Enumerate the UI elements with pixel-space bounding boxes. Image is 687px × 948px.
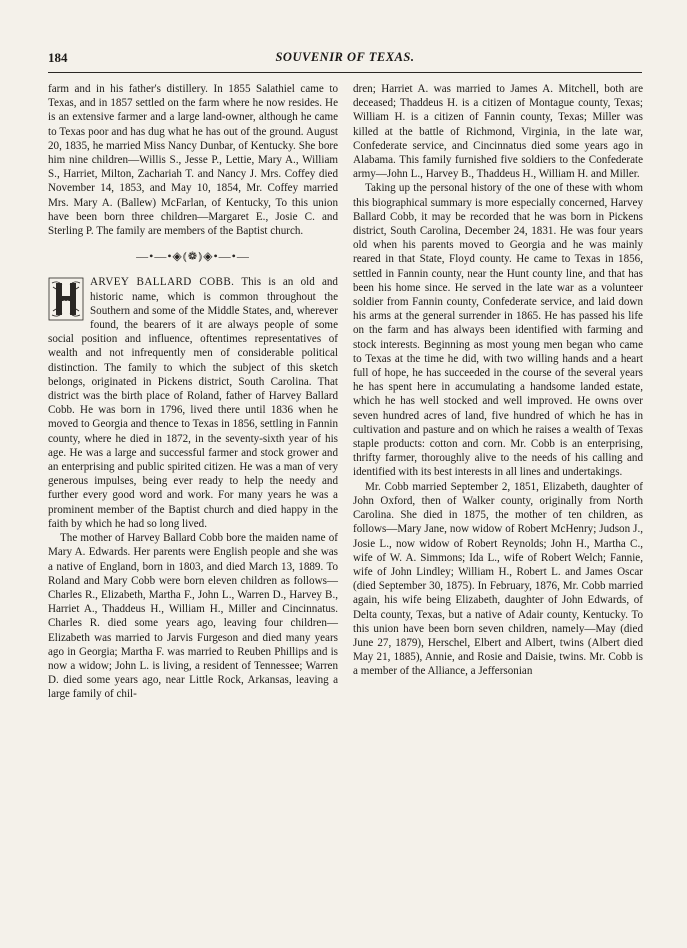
paragraph-cobb-intro-text: This is an old and historic name, which is common throughout the Southern and some of the Middle States, and, wherever found, the bearers of it are always people of some social position and influence, oftentimes representatives of wealth and not infrequently men of considerable political distinction. The family to which the subject of this sketch belongs, originated in Pickens district, South Carolina. That district was the birth place of Roland, father of Harvey Ballard Cobb. He was born in 1796, lived there until 1836 when he moved to Georgia and thence to Texas in 1856, settling in Fannin county, where he died in 1872, in the seventy-sixth year of his age. He was a large and successful farmer and stock grower and an enterprising and public spirited citizen. He was a man of very generous impulses, being ever ready to help the needy and further every good word and work. For many years he was a prominent member of the Baptist church and died happy in the faith by which he had so long lived.	[48, 276, 338, 530]
paragraph-coffey-family: farm and in his father's distillery. In 1855 Salathiel came to Texas, and in 1857 settled on the farm where he now resides. He is an extensive farmer and a large land-owner, although he came to Texas poor and has dug what he has out of the ground. August 20, 1835, he married Miss Nancy Dunbar, of Kentucky. She bore him nine children—Willis S., Jesse P., Lettie, Mary A., William S., Harriet, Milton, Zachariah T. and Nancy J. Mrs. Coffey died November 14, 1853, and May 10, 1854, Mr. Coffey married Mrs. Mary A. (Ballew) McFarlan, of Kentucky, To this union have been born three children—Margaret E., Josie C. and Sterling P. The family are members of the Baptist church.	[48, 83, 338, 238]
paragraph-cobb-siblings: dren; Harriet A. was married to James A. Mitchell, both are deceased; Thaddeus H. is a citizen of Montague county, Texas; William H. is a citizen of Fannin county, Texas; Miller was killed at the battle of Richmond, Virginia, in the late war, Confederate service, and Cincinnatus died some years ago in Alabama. This family furnished five soldiers to the Confederate army—John L., Harvey B., Thaddeus H., William H. and Miller.	[353, 83, 643, 181]
ornamental-letter-h-icon	[48, 277, 84, 321]
drop-cap-letter: H	[63, 299, 69, 309]
page-header	[48, 50, 642, 68]
paragraph-cobb-intro	[48, 275, 338, 531]
header-rule	[48, 72, 642, 73]
section-ornament: —•—•◈⦅❁⦆◈•—•—	[136, 249, 250, 264]
right-column	[353, 82, 643, 679]
left-column	[48, 82, 338, 702]
drop-cap	[48, 277, 84, 321]
running-title: SOUVENIR OF TEXAS.	[275, 50, 415, 64]
paragraph-cobb-personal-history: Taking up the personal history of the one of these with whom this biographical summary is more especially concerned, Harvey Ballard Cobb, it may be recorded that he was born in Pickens district, South Carolina, December 24, 1831. He was four years old when his parents moved to Georgia and he was mainly reared in that State, Floyd county. He came to Texas in 1856, settled in Fannin county, near the Hunt county line, and that has been his home since. He served in the late war as a volunteer soldier from Fannin county, Confederate service, and laid down his arms at the general surrender in 1865. He has passed his life on the farm and has always been identified with farming and stock interests. Beginning as most young men began who came to Texas at the time he did, with two willing hands and a heart full of hope, he has succeeded in the course of the several years he has spent here in accumulating a handsome landed estate, which he has well stocked and well improved. He owns over seven hundred acres of land, five hundred of which he has in cultivation and pasture and on which he raises a wealth of Texas staple products: cotton and corn. Mr. Cobb is an enterprising, thrifty farmer, thoroughly alive to the needs of his calling and identified with its best interests in all lines and undertakings.	[353, 182, 643, 479]
paragraph-cobb-marriage: Mr. Cobb married September 2, 1851, Elizabeth, daughter of John Oxford, then of Walker county, originally from North Carolina. She died in 1875, the mother of ten children, as follows—Mary Jane, now widow of Robert McHenry; Judson J., Josie L., now widow of Robert Reynolds; John H., Martha C., wife of W. A. Simmons; Ida L., wife of Robert Welch; Fannie, wife of John Lindley; William H., Robert L. and James Oscar (died September 30, 1875). In February, 1876, Mr. Cobb married again, his wife being Elizabeth, daughter of John Edwards, of Delta county, Texas, but a native of Adair county, Kentucky. To this union have been born seven children, namely—May (died June 27, 1879), Herschel, Elbert and Albert, twins (Albert died May 21, 1885), Annie, and Rosie and Daisie, twins. Mr. Cobb is a member of the Alliance, a Jeffersonian	[353, 480, 643, 678]
paragraph-cobb-mother: The mother of Harvey Ballard Cobb bore the maiden name of Mary A. Edwards. Her parents were English people and she was a native of England, born in 1803, and died March 13, 1889. To Roland and Mary Cobb were born eleven children as follows—Charles R., Elizabeth, Martha F., John L., Warren D., Harvey B., Harriet A., Thaddeus H., William H., Miller and Cincinnatus. Charles R. died some years ago, leaving four children—Elizabeth was married to Jarvis Furgeson and died many years ago in Georgia; Martha F. was married to Reuben Phillips and is now a widow; John L. is living, a resident of Tennessee; Warren D. died some years ago, near Little Rock, Arkansas, leaving a large family of chil-	[48, 532, 338, 701]
biography-heading: ARVEY BALLARD COBB.	[90, 276, 235, 289]
page-number: 184	[48, 50, 68, 65]
